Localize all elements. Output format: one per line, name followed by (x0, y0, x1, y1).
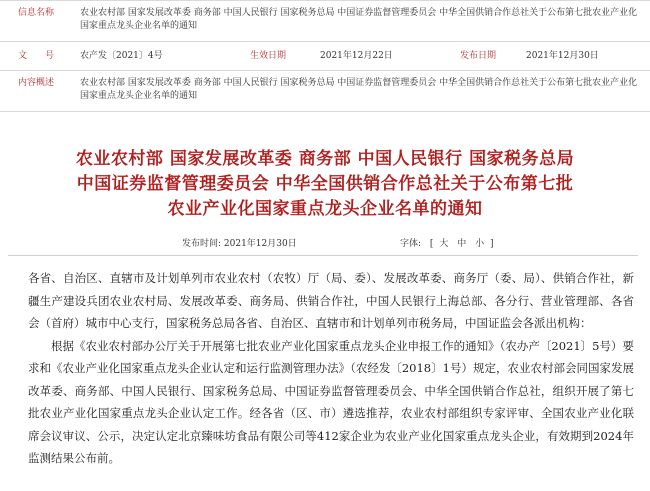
title-line-2: 中国证券监督管理委员会 中华全国供销合作总社关于公布第七批 (76, 174, 574, 194)
open-bracket: [ (429, 239, 434, 249)
title-line-1: 农业农村部 国家发展改革委 商务部 中国人民银行 国家税务总局 (75, 149, 575, 169)
publish-bar (0, 233, 650, 249)
divider (8, 255, 638, 256)
meta-row-docno (0, 42, 650, 71)
meta-row-values (58, 42, 650, 69)
info-name-value: 农业农村部 国家发展改革委 商务部 中国人民银行 国家税务总局 中国证券监督管理委员会 中华全国供销合作总社关于公布第七批农业产业化国家重点龙头企业名单的通知 (80, 8, 638, 31)
meta-row-summary (0, 71, 650, 112)
publish-date-value: 2021年12月30日 (526, 51, 599, 61)
close-bracket: ] (489, 239, 494, 249)
publish-date-label: 发布日期 (460, 51, 497, 61)
summary-value: 农业农村部 国家发展改革委 商务部 中国人民银行 国家税务总局 中国证券监督管理委员会 中华全国供销合作总社关于公布第七批农业产业化国家重点龙头企业名单的通知 (80, 78, 638, 101)
title-line-3: 农业产业化国家重点龙头企业名单的通知 (167, 199, 483, 219)
docno-label: 文 号 (18, 51, 55, 61)
summary-label: 内容概述 (18, 78, 55, 88)
body-paragraph-recipients: 各省、自治区、直辖市及计划单列市农业农村（农牧）厅（局、委）、发展改革委、商务厅（委、局）、供销合作社，新疆生产建设兵团农业农村局、发展改革委、商务局、供销合作社，中国人民银行上海总部、各分行、营业管理部、各省会（首府）城市中心支行，国家税务总局各省、自治区、直辖市和计划单列市税务局，中国证监会各派出机构： (28, 271, 634, 330)
font-size-small-button[interactable]: 小 (475, 239, 485, 249)
metadata-table (0, 0, 650, 112)
docno-value: 农产发〔2021〕4号 (80, 51, 163, 61)
font-size-label: 字体: (400, 239, 422, 249)
font-size-medium-button[interactable]: 中 (457, 239, 467, 249)
font-size-large-button[interactable]: 大 (439, 239, 449, 249)
effective-date-label: 生效日期 (250, 51, 287, 61)
effective-date-value: 2021年12月22日 (320, 51, 393, 61)
info-name-label: 信息名称 (18, 8, 55, 18)
document-body (28, 267, 634, 470)
meta-row-info-name (0, 1, 650, 42)
body-paragraph-main: 根据《农业农村部办公厅关于开展第七批农业产业化国家重点龙头企业申报工作的通知》（农办产〔2021〕5号）要求和《农业产业化国家重点龙头企业认定和运行监测管理办法》（农经发〔2018〕1号）规定，农业农村部会同国家发展改革委、商务部、中国人民银行、国家税务总局、中国证券监督管理委员会、中华全国供销合作总社，组织开展了第七批农业产业化国家重点龙头企业认定工作。经各省（区、市）遴选推荐，农业农村部组织专家评审、全国农业产业化联席会议审议、公示，决定认定北京臻味坊食品有限公司等412家企业为农业产业化国家重点龙头企业，有效期到2024年监测结果公布前。 (28, 338, 634, 465)
publish-time: 发布时间: 2021年12月30日 (182, 239, 297, 249)
document-title (0, 147, 650, 222)
font-size-selector (400, 236, 494, 249)
